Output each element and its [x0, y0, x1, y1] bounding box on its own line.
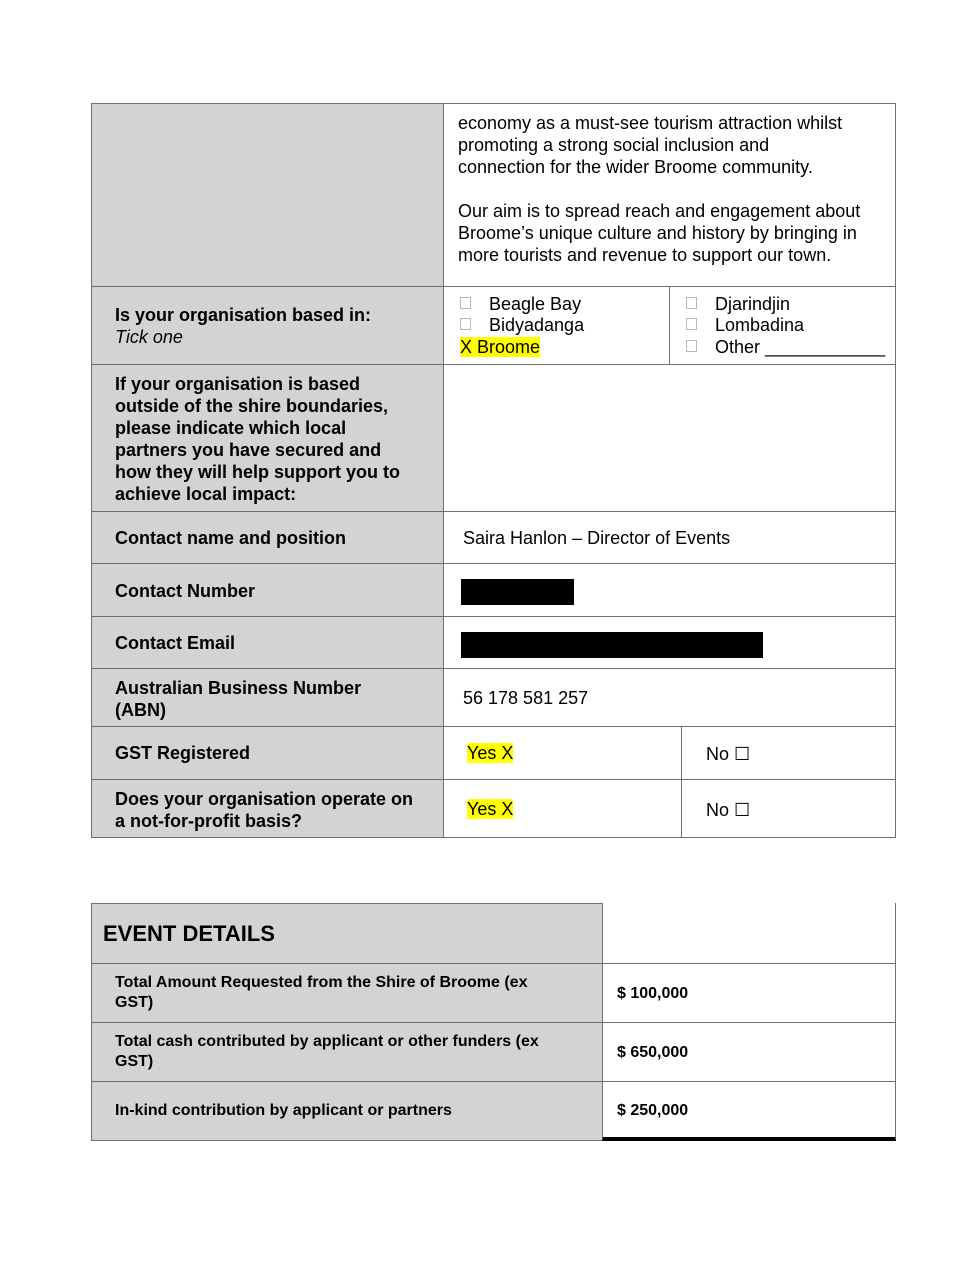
- checkbox-icon[interactable]: [460, 318, 471, 330]
- event-row-label-line: GST): [115, 1053, 154, 1070]
- nfp-label-line: a not-for-profit basis?: [115, 811, 302, 831]
- event-row-value: $ 100,000: [617, 985, 689, 1002]
- nfp-no-value: No ☐: [706, 800, 751, 820]
- abn-label-cell: [91, 668, 444, 727]
- outside-shire-label-line: achieve local impact:: [115, 484, 297, 504]
- option-broome-selected[interactable]: [460, 336, 669, 358]
- contact-number-label-cell: [91, 563, 444, 617]
- gst-label-cell: [91, 726, 444, 780]
- contact-name-label-cell: [91, 511, 444, 564]
- gst-yes-cell[interactable]: [443, 726, 682, 780]
- nfp-no-cell[interactable]: [681, 779, 896, 838]
- location-sublabel: Tick one: [115, 327, 183, 347]
- event-row-label-line: In-kind contribution by applicant or partners: [115, 1102, 452, 1119]
- contact-name-label: Contact name and position: [115, 528, 347, 548]
- event-row-inkind-label-cell: [91, 1081, 603, 1141]
- option-label: Djarindjin: [715, 294, 791, 314]
- intro-line: connection for the wider Broome community.: [458, 157, 813, 177]
- abn-label-line: Australian Business Number: [115, 678, 362, 698]
- selected-option-label: X Broome: [460, 337, 541, 357]
- abn-value-cell: [443, 668, 896, 727]
- outside-shire-label-line: If your organisation is based: [115, 374, 361, 394]
- outside-shire-answer-cell[interactable]: [443, 364, 896, 512]
- intro-text-cell: [443, 103, 896, 287]
- contact-email-label-cell: [91, 616, 444, 669]
- nfp-yes-value: Yes X: [467, 799, 514, 819]
- gst-label: GST Registered: [115, 743, 251, 763]
- option-djarindjin[interactable]: [686, 294, 895, 315]
- event-row-inkind-value-cell: [602, 1081, 896, 1141]
- contact-name-value-cell: [443, 511, 896, 564]
- event-heading: EVENT DETAILS: [103, 921, 275, 946]
- option-label: Lombadina: [715, 315, 805, 335]
- event-row-label-line: Total Amount Requested from the Shire of Broome (ex: [115, 974, 528, 991]
- intro-line: economy as a must-see tourism attraction whilst: [458, 113, 843, 133]
- nfp-label-cell: [91, 779, 444, 838]
- event-row-cash-label-cell: [91, 1022, 603, 1082]
- event-heading-cell: [91, 903, 603, 964]
- event-row-value: $ 650,000: [617, 1044, 689, 1061]
- gst-no-cell[interactable]: [681, 726, 896, 780]
- redacted-phone-block: [461, 579, 574, 605]
- intro-line: Broome’s unique culture and history by bringing in: [458, 223, 857, 243]
- nfp-yes-cell[interactable]: [443, 779, 682, 838]
- checkbox-icon[interactable]: [686, 318, 697, 330]
- event-row-requested-value-cell: [602, 963, 896, 1023]
- location-options-right: [669, 286, 896, 365]
- outside-shire-label-line: how they will help support you to: [115, 462, 400, 482]
- intro-line: Our aim is to spread reach and engagement about: [458, 201, 861, 221]
- checkbox-icon[interactable]: [460, 297, 471, 309]
- gst-no-value: No ☐: [706, 744, 751, 764]
- location-options-left: [443, 286, 670, 365]
- contact-number-value-cell: [443, 563, 896, 617]
- option-beagle-bay[interactable]: [460, 294, 669, 315]
- event-row-requested-label-cell: [91, 963, 603, 1023]
- gst-yes-value: Yes X: [467, 743, 514, 763]
- event-row-cash-value-cell: [602, 1022, 896, 1082]
- option-bidyadanga[interactable]: [460, 315, 669, 336]
- abn-value: 56 178 581 257: [463, 688, 589, 708]
- event-heading-blank-cell: [602, 903, 896, 964]
- option-label: Bidyadanga: [489, 315, 585, 335]
- contact-number-label: Contact Number: [115, 581, 256, 601]
- outside-shire-label-line: partners you have secured and: [115, 440, 382, 460]
- outside-shire-label-line: please indicate which local: [115, 418, 347, 438]
- location-label-cell: [91, 286, 444, 365]
- option-label: Beagle Bay: [489, 294, 582, 314]
- contact-email-label: Contact Email: [115, 633, 236, 653]
- intro-line: promoting a strong social inclusion and: [458, 135, 770, 155]
- event-row-label-line: Total cash contributed by applicant or other funders (ex: [115, 1033, 539, 1050]
- contact-name-value: Saira Hanlon – Director of Events: [463, 528, 731, 548]
- event-row-label-line: GST): [115, 994, 154, 1011]
- option-label: Other ____________: [715, 337, 886, 357]
- contact-email-value-cell: [443, 616, 896, 669]
- outside-shire-label-line: outside of the shire boundaries,: [115, 396, 389, 416]
- checkbox-icon[interactable]: [686, 340, 697, 352]
- event-row-value: $ 250,000: [617, 1102, 689, 1119]
- abn-label-line: (ABN): [115, 700, 166, 720]
- intro-paragraph-1: [458, 112, 895, 178]
- checkbox-icon[interactable]: [686, 297, 697, 309]
- option-lombadina[interactable]: [686, 315, 895, 336]
- redacted-email-block: [461, 632, 763, 658]
- location-label: Is your organisation based in:: [115, 305, 372, 325]
- intro-line: more tourists and revenue to support our town.: [458, 245, 832, 265]
- intro-paragraph-2: [458, 200, 895, 266]
- nfp-label-line: Does your organisation operate on: [115, 789, 414, 809]
- option-other[interactable]: [686, 336, 895, 358]
- outside-shire-label-cell: [91, 364, 444, 512]
- intro-label-cell: [91, 103, 444, 287]
